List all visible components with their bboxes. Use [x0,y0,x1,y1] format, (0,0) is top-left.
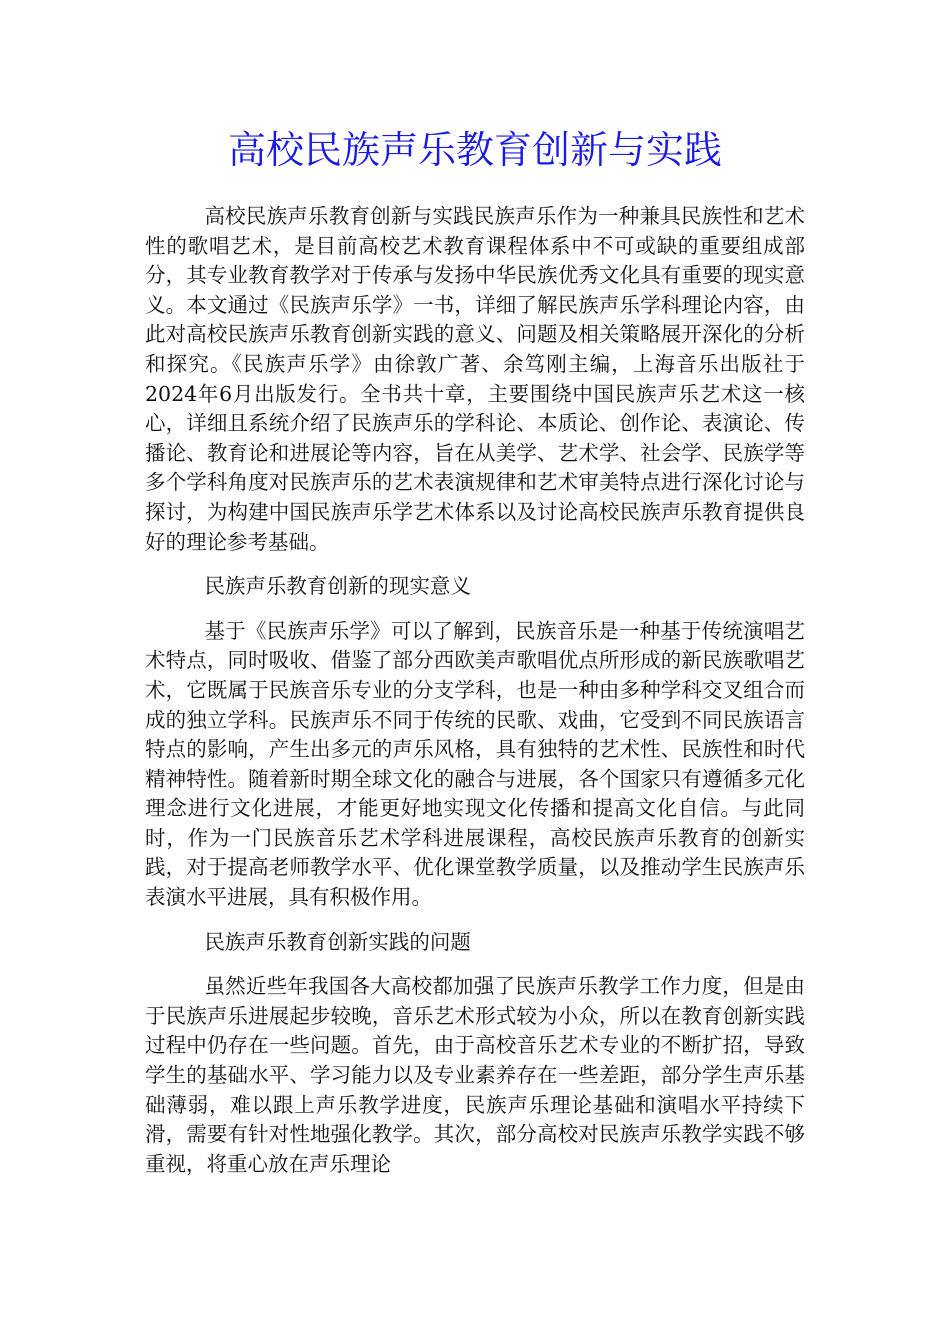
body-paragraph-problems: 虽然近些年我国各大高校都加强了民族声乐教学工作力度，但是由于民族声乐进展起步较晚，音乐艺术形式较为小众，所以在教育创新实践过程中仍存在一些问题。首先，由于高校音乐艺术专业的不断扩招，导致学生的基础水平、学习能力以及专业素养存在一些差距，部分学生声乐基础薄弱，难以跟上声乐教学进度，民族声乐理论基础和演唱水平持续下滑，需要有针对性地强化教学。其次，部分高校对民族声乐教学实践不够重视，将重心放在声乐理论 [145,974,805,1176]
body-paragraph-intro: 高校民族声乐教育创新与实践民族声乐作为一种兼具民族性和艺术性的歌唱艺术，是目前高校艺术教育课程体系中不可或缺的重要组成部分，其专业教育教学对于传承与发扬中华民族优秀文化具有重要的现实意义。本文通过《民族声乐学》一书，详细了解民族声乐学科理论内容，由此对高校民族声乐教育创新实践的意义、问题及相关策略展开深化的分析和探究。《民族声乐学》由徐敦广著、余笃刚主编，上海音乐出版社于2024年6月出版发行。全书共十章，主要围绕中国民族声乐艺术这一核心，详细且系统介绍了民族声乐的学科论、本质论、创作论、表演论、传播论、教育论和进展论等内容，旨在从美学、艺术学、社会学、民族学等多个学科角度对民族声乐的艺术表演规律和艺术审美特点进行深化讨论与探讨，为构建中国民族声乐学艺术体系以及讨论高校民族声乐教育提供良好的理论参考基础。 [145,204,805,554]
document-page [145,118,805,1179]
section-heading-problems: 民族声乐教育创新实践的问题 [204,929,471,954]
document-title: 高校民族声乐教育创新与实践 [227,128,722,172]
section-heading-significance: 民族声乐教育创新的现实意义 [204,574,471,599]
body-paragraph-significance: 基于《民族声乐学》可以了解到，民族音乐是一种基于传统演唱艺术特点，同时吸收、借鉴了部分西欧美声歌唱优点所形成的新民族歌唱艺术，它既属于民族音乐专业的分支学科，也是一种由多种学科交叉组合而成的独立学科。民族声乐不同于传统的民歌、戏曲，它受到不同民族语言特点的影响，产生出多元的声乐风格，具有独特的艺术性、民族性和时代精神特性。随着新时期全球文化的融合与进展，各个国家只有遵循多元化理念进行文化进展，才能更好地实现文化传播和提高文化自信。与此同时，作为一门民族音乐艺术学科进展课程，高校民族声乐教育的创新实践，对于提高老师教学水平、优化课堂教学质量，以及推动学生民族声乐表演水平进展，具有积极作用。 [145,618,805,910]
